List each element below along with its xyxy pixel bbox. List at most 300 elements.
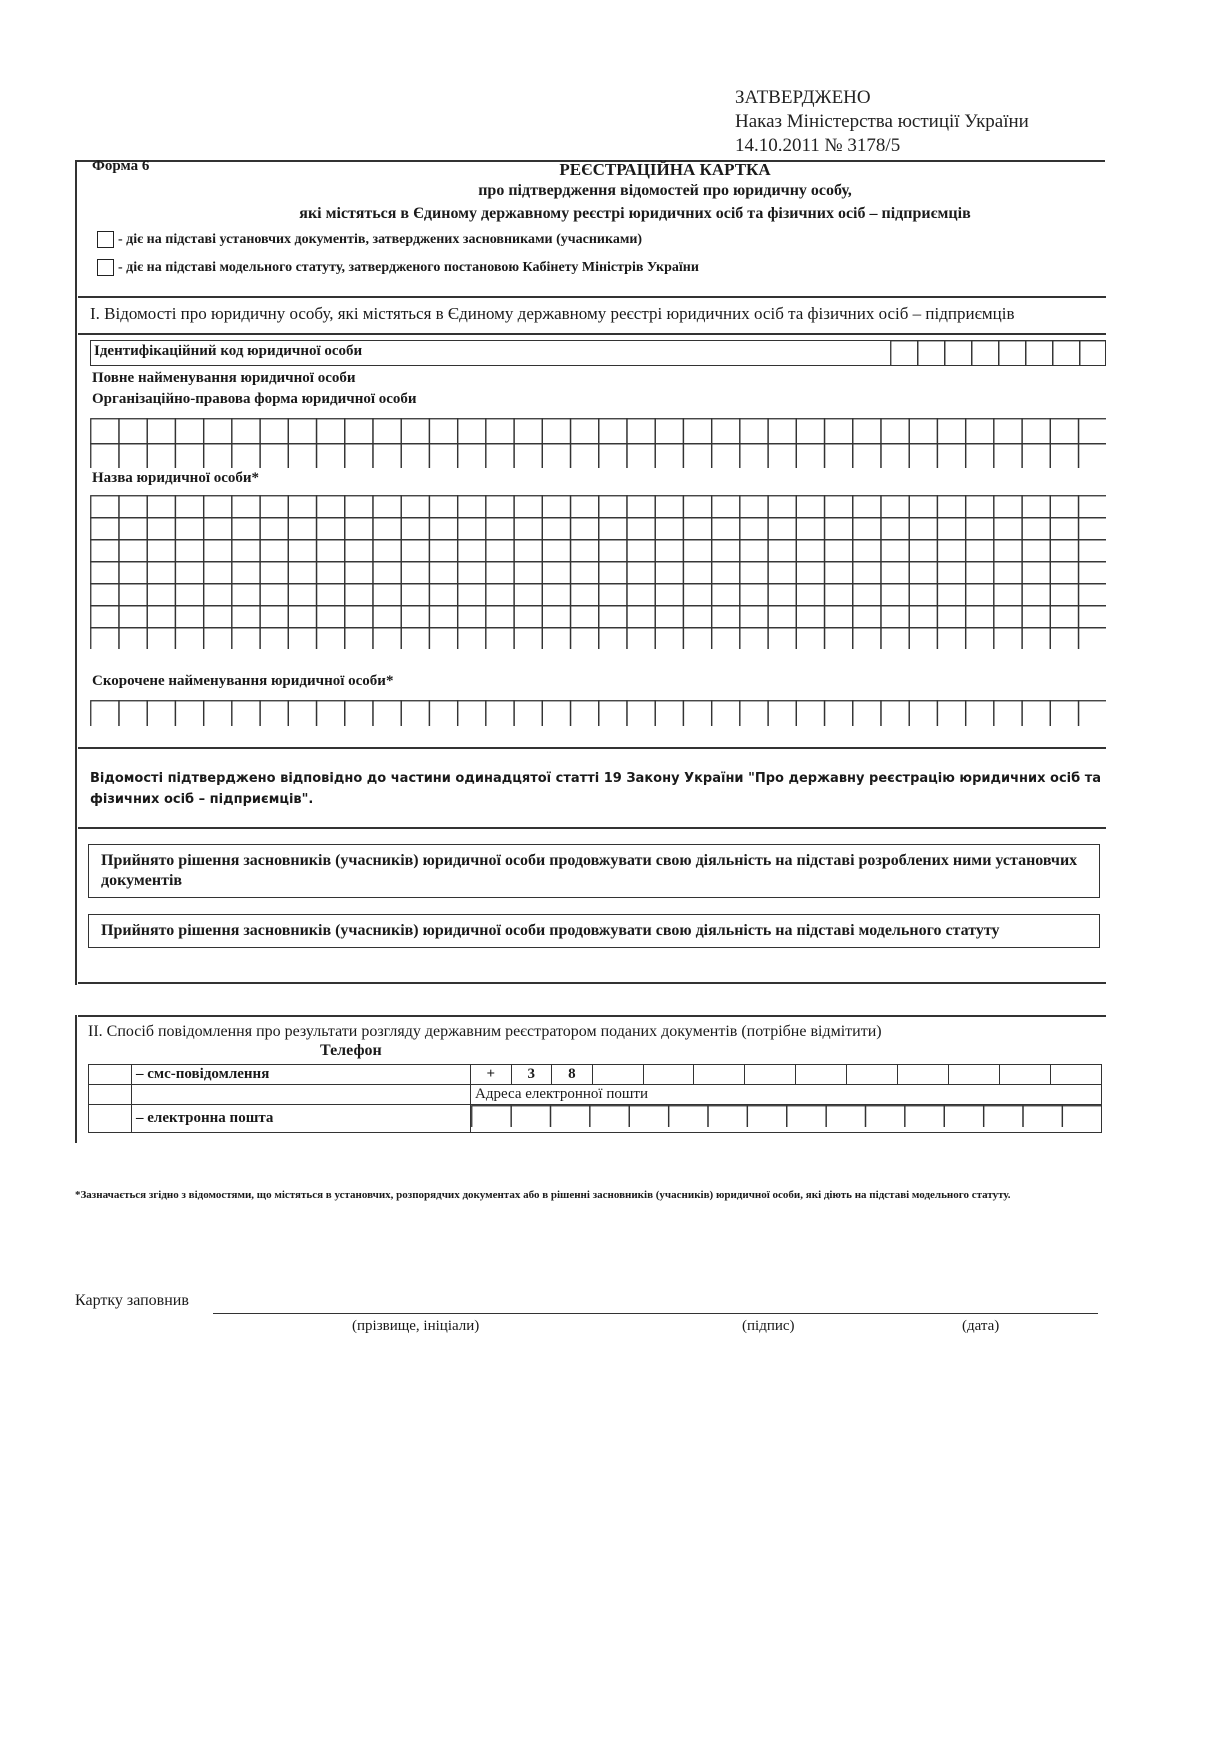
grid-cell[interactable] — [826, 1106, 865, 1127]
grid-cell[interactable] — [373, 562, 401, 584]
grid-cell[interactable] — [683, 540, 711, 562]
grid-cell[interactable] — [204, 562, 232, 584]
grid-cell[interactable] — [232, 444, 260, 468]
grid-cell[interactable] — [486, 540, 514, 562]
email-grid-cell[interactable] — [471, 1105, 1102, 1133]
grid-cell[interactable] — [429, 606, 457, 628]
grid-cell[interactable] — [401, 419, 429, 444]
legal-form-grid[interactable] — [90, 418, 1106, 468]
grid-cell[interactable] — [590, 1106, 629, 1127]
short-name-grid[interactable] — [90, 700, 1106, 726]
grid-cell[interactable] — [994, 606, 1022, 628]
grid-cell[interactable] — [260, 628, 288, 649]
grid-cell[interactable] — [401, 496, 429, 518]
grid-cell[interactable] — [966, 518, 994, 540]
grid-cell[interactable] — [881, 562, 909, 584]
grid-cell[interactable] — [1022, 628, 1050, 649]
grid-cell[interactable] — [937, 540, 965, 562]
grid-cell[interactable] — [317, 628, 345, 649]
grid-cell[interactable] — [881, 444, 909, 468]
grid-cell[interactable] — [204, 701, 232, 726]
phone-cell[interactable] — [796, 1065, 847, 1085]
phone-cell[interactable] — [694, 1065, 745, 1085]
grid-cell[interactable] — [260, 562, 288, 584]
grid-cell[interactable] — [909, 628, 937, 649]
grid-cell[interactable] — [627, 419, 655, 444]
grid-cell[interactable] — [1022, 518, 1050, 540]
phone-cell[interactable] — [999, 1065, 1050, 1085]
grid-cell[interactable] — [373, 496, 401, 518]
grid-cell[interactable] — [119, 496, 147, 518]
grid-cell[interactable] — [853, 496, 881, 518]
grid-cell[interactable] — [232, 562, 260, 584]
grid-cell[interactable] — [1022, 584, 1050, 606]
grid-cell[interactable] — [429, 584, 457, 606]
grid-cell[interactable] — [768, 606, 796, 628]
grid-cell[interactable] — [599, 444, 627, 468]
grid-cell[interactable] — [999, 341, 1026, 366]
grid-cell[interactable] — [317, 606, 345, 628]
grid-cell[interactable] — [486, 701, 514, 726]
grid-cell[interactable] — [712, 419, 740, 444]
grid-cell[interactable] — [204, 444, 232, 468]
grid-cell[interactable] — [288, 419, 316, 444]
grid-cell[interactable] — [655, 419, 683, 444]
grid-cell[interactable] — [514, 496, 542, 518]
grid-cell[interactable] — [944, 1106, 983, 1127]
grid-cell[interactable] — [712, 562, 740, 584]
grid-cell[interactable] — [571, 584, 599, 606]
grid-cell[interactable] — [317, 518, 345, 540]
grid-cell[interactable] — [91, 496, 119, 518]
grid-cell[interactable] — [175, 606, 203, 628]
grid-cell[interactable] — [260, 606, 288, 628]
grid-cell[interactable] — [458, 562, 486, 584]
grid-cell[interactable] — [373, 540, 401, 562]
decision-model-statute[interactable] — [88, 914, 1100, 948]
grid-cell[interactable] — [712, 518, 740, 540]
grid-cell[interactable] — [1050, 562, 1078, 584]
grid-cell[interactable] — [401, 584, 429, 606]
grid-cell[interactable] — [768, 518, 796, 540]
grid-cell[interactable] — [1079, 606, 1106, 628]
grid-cell[interactable] — [204, 584, 232, 606]
grid-cell[interactable] — [909, 444, 937, 468]
grid-cell[interactable] — [429, 562, 457, 584]
grid-cell[interactable] — [317, 584, 345, 606]
grid-cell[interactable] — [345, 540, 373, 562]
grid-cell[interactable] — [458, 540, 486, 562]
grid-cell[interactable] — [1050, 540, 1078, 562]
grid-cell[interactable] — [966, 419, 994, 444]
grid-cell[interactable] — [740, 496, 768, 518]
grid-cell[interactable] — [1053, 341, 1080, 366]
grid-cell[interactable] — [401, 606, 429, 628]
grid-cell[interactable] — [551, 1106, 590, 1127]
grid-cell[interactable] — [147, 562, 175, 584]
grid-cell[interactable] — [91, 628, 119, 649]
grid-cell[interactable] — [966, 496, 994, 518]
grid-cell[interactable] — [825, 606, 853, 628]
grid-cell[interactable] — [768, 444, 796, 468]
grid-cell[interactable] — [796, 496, 824, 518]
grid-cell[interactable] — [853, 628, 881, 649]
grid-cell[interactable] — [825, 540, 853, 562]
grid-cell[interactable] — [1062, 1106, 1101, 1127]
grid-cell[interactable] — [175, 701, 203, 726]
decision-founders-documents[interactable] — [88, 844, 1100, 898]
grid-cell[interactable] — [655, 701, 683, 726]
grid-cell[interactable] — [712, 496, 740, 518]
grid-cell[interactable] — [288, 606, 316, 628]
grid-cell[interactable] — [511, 1106, 550, 1127]
grid-cell[interactable] — [683, 444, 711, 468]
grid-cell[interactable] — [119, 444, 147, 468]
grid-cell[interactable] — [91, 518, 119, 540]
grid-cell[interactable] — [796, 584, 824, 606]
grid-cell[interactable] — [796, 628, 824, 649]
grid-cell[interactable] — [853, 701, 881, 726]
grid-cell[interactable] — [204, 518, 232, 540]
grid-cell[interactable] — [937, 444, 965, 468]
grid-cell[interactable] — [909, 540, 937, 562]
option-model-statute[interactable] — [97, 259, 699, 276]
grid-cell[interactable] — [514, 701, 542, 726]
grid-cell[interactable] — [514, 419, 542, 444]
grid-cell[interactable] — [345, 628, 373, 649]
grid-cell[interactable] — [486, 419, 514, 444]
grid-cell[interactable] — [401, 518, 429, 540]
grid-cell[interactable] — [909, 701, 937, 726]
grid-cell[interactable] — [853, 606, 881, 628]
grid-cell[interactable] — [1079, 562, 1106, 584]
grid-cell[interactable] — [175, 584, 203, 606]
grid-cell[interactable] — [966, 584, 994, 606]
grid-cell[interactable] — [881, 606, 909, 628]
grid-cell[interactable] — [175, 562, 203, 584]
grid-cell[interactable] — [542, 628, 570, 649]
grid-cell[interactable] — [429, 496, 457, 518]
grid-cell[interactable] — [1050, 518, 1078, 540]
grid-cell[interactable] — [317, 701, 345, 726]
grid-cell[interactable] — [909, 562, 937, 584]
grid-cell[interactable] — [288, 496, 316, 518]
grid-cell[interactable] — [994, 496, 1022, 518]
grid-cell[interactable] — [91, 444, 119, 468]
grid-cell[interactable] — [345, 701, 373, 726]
grid-cell[interactable] — [972, 341, 999, 366]
grid-cell[interactable] — [825, 444, 853, 468]
grid-cell[interactable] — [881, 518, 909, 540]
grid-cell[interactable] — [1022, 444, 1050, 468]
grid-cell[interactable] — [458, 701, 486, 726]
grid-cell[interactable] — [175, 496, 203, 518]
grid-cell[interactable] — [514, 584, 542, 606]
grid-cell[interactable] — [260, 540, 288, 562]
grid-cell[interactable] — [486, 628, 514, 649]
grid-cell[interactable] — [345, 606, 373, 628]
grid-cell[interactable] — [175, 444, 203, 468]
grid-cell[interactable] — [747, 1106, 786, 1127]
grid-cell[interactable] — [853, 419, 881, 444]
grid-cell[interactable] — [514, 562, 542, 584]
grid-cell[interactable] — [683, 606, 711, 628]
grid-cell[interactable] — [909, 606, 937, 628]
grid-cell[interactable] — [599, 419, 627, 444]
grid-cell[interactable] — [655, 518, 683, 540]
grid-cell[interactable] — [740, 562, 768, 584]
grid-cell[interactable] — [571, 444, 599, 468]
grid-cell[interactable] — [891, 341, 918, 366]
grid-cell[interactable] — [683, 518, 711, 540]
grid-cell[interactable] — [147, 444, 175, 468]
grid-cell[interactable] — [373, 584, 401, 606]
grid-cell[interactable] — [542, 562, 570, 584]
grid-cell[interactable] — [542, 419, 570, 444]
grid-cell[interactable] — [91, 562, 119, 584]
grid-cell[interactable] — [655, 444, 683, 468]
grid-cell[interactable] — [881, 628, 909, 649]
grid-cell[interactable] — [627, 606, 655, 628]
grid-cell[interactable] — [712, 606, 740, 628]
grid-cell[interactable] — [571, 562, 599, 584]
phone-cell[interactable] — [745, 1065, 796, 1085]
grid-cell[interactable] — [796, 540, 824, 562]
grid-cell[interactable] — [147, 701, 175, 726]
grid-cell[interactable] — [571, 419, 599, 444]
grid-cell[interactable] — [1022, 496, 1050, 518]
grid-cell[interactable] — [119, 562, 147, 584]
phone-cell[interactable] — [898, 1065, 949, 1085]
grid-cell[interactable] — [232, 584, 260, 606]
grid-cell[interactable] — [937, 606, 965, 628]
grid-cell[interactable] — [627, 540, 655, 562]
grid-cell[interactable] — [909, 496, 937, 518]
grid-cell[interactable] — [683, 628, 711, 649]
grid-cell[interactable] — [740, 606, 768, 628]
grid-cell[interactable] — [655, 584, 683, 606]
grid-cell[interactable] — [937, 584, 965, 606]
grid-cell[interactable] — [232, 540, 260, 562]
grid-cell[interactable] — [740, 518, 768, 540]
grid-cell[interactable] — [232, 419, 260, 444]
grid-cell[interactable] — [1050, 584, 1078, 606]
grid-cell[interactable] — [909, 419, 937, 444]
grid-cell[interactable] — [994, 701, 1022, 726]
grid-cell[interactable] — [909, 584, 937, 606]
grid-cell[interactable] — [853, 562, 881, 584]
grid-cell[interactable] — [740, 628, 768, 649]
grid-cell[interactable] — [472, 1106, 511, 1127]
grid-cell[interactable] — [373, 701, 401, 726]
grid-cell[interactable] — [345, 496, 373, 518]
grid-cell[interactable] — [514, 518, 542, 540]
grid-cell[interactable] — [486, 562, 514, 584]
grid-cell[interactable] — [147, 584, 175, 606]
grid-cell[interactable] — [994, 419, 1022, 444]
option-founders-documents[interactable] — [97, 231, 642, 248]
grid-cell[interactable] — [514, 606, 542, 628]
grid-cell[interactable] — [542, 584, 570, 606]
grid-cell[interactable] — [768, 419, 796, 444]
checkbox-icon[interactable] — [97, 259, 114, 276]
grid-cell[interactable] — [740, 584, 768, 606]
grid-cell[interactable] — [853, 584, 881, 606]
grid-cell[interactable] — [881, 540, 909, 562]
grid-cell[interactable] — [288, 628, 316, 649]
grid-cell[interactable] — [288, 518, 316, 540]
grid-cell[interactable] — [429, 518, 457, 540]
grid-cell[interactable] — [768, 701, 796, 726]
grid-cell[interactable] — [486, 444, 514, 468]
grid-cell[interactable] — [1080, 341, 1106, 366]
grid-cell[interactable] — [401, 444, 429, 468]
grid-cell[interactable] — [317, 444, 345, 468]
grid-cell[interactable] — [994, 628, 1022, 649]
grid-cell[interactable] — [147, 606, 175, 628]
grid-cell[interactable] — [712, 584, 740, 606]
grid-cell[interactable] — [260, 496, 288, 518]
grid-cell[interactable] — [288, 584, 316, 606]
grid-cell[interactable] — [937, 419, 965, 444]
grid-cell[interactable] — [708, 1106, 747, 1127]
grid-cell[interactable] — [147, 540, 175, 562]
grid-cell[interactable] — [796, 444, 824, 468]
grid-cell[interactable] — [627, 496, 655, 518]
grid-cell[interactable] — [853, 444, 881, 468]
grid-cell[interactable] — [91, 584, 119, 606]
grid-cell[interactable] — [1079, 518, 1106, 540]
grid-cell[interactable] — [937, 562, 965, 584]
grid-cell[interactable] — [683, 496, 711, 518]
grid-cell[interactable] — [937, 518, 965, 540]
grid-cell[interactable] — [712, 628, 740, 649]
grid-cell[interactable] — [119, 628, 147, 649]
grid-cell[interactable] — [909, 518, 937, 540]
grid-cell[interactable] — [1050, 701, 1078, 726]
grid-cell[interactable] — [232, 496, 260, 518]
grid-cell[interactable] — [486, 518, 514, 540]
checkbox-icon[interactable] — [97, 231, 114, 248]
grid-cell[interactable] — [627, 518, 655, 540]
grid-cell[interactable] — [1079, 628, 1106, 649]
grid-cell[interactable] — [147, 496, 175, 518]
grid-cell[interactable] — [373, 606, 401, 628]
grid-cell[interactable] — [373, 628, 401, 649]
phone-cell[interactable] — [1050, 1065, 1101, 1085]
grid-cell[interactable] — [542, 540, 570, 562]
grid-cell[interactable] — [571, 518, 599, 540]
grid-cell[interactable] — [571, 628, 599, 649]
grid-cell[interactable] — [401, 701, 429, 726]
grid-cell[interactable] — [1023, 1106, 1062, 1127]
grid-cell[interactable] — [401, 562, 429, 584]
grid-cell[interactable] — [825, 628, 853, 649]
grid-cell[interactable] — [514, 444, 542, 468]
grid-cell[interactable] — [317, 419, 345, 444]
email-checkbox[interactable] — [89, 1105, 132, 1133]
grid-cell[interactable] — [542, 606, 570, 628]
grid-cell[interactable] — [571, 540, 599, 562]
grid-cell[interactable] — [683, 419, 711, 444]
grid-cell[interactable] — [712, 701, 740, 726]
grid-cell[interactable] — [1050, 419, 1078, 444]
grid-cell[interactable] — [542, 496, 570, 518]
grid-cell[interactable] — [599, 606, 627, 628]
grid-cell[interactable] — [345, 584, 373, 606]
grid-cell[interactable] — [1079, 496, 1106, 518]
phone-cell[interactable] — [643, 1065, 694, 1085]
grid-cell[interactable] — [514, 540, 542, 562]
grid-cell[interactable] — [655, 628, 683, 649]
grid-cell[interactable] — [204, 606, 232, 628]
grid-cell[interactable] — [571, 496, 599, 518]
grid-cell[interactable] — [260, 419, 288, 444]
grid-cell[interactable] — [683, 701, 711, 726]
grid-cell[interactable] — [147, 518, 175, 540]
grid-cell[interactable] — [373, 518, 401, 540]
grid-cell[interactable] — [1022, 540, 1050, 562]
grid-cell[interactable] — [881, 419, 909, 444]
grid-cell[interactable] — [787, 1106, 826, 1127]
grid-cell[interactable] — [119, 584, 147, 606]
grid-cell[interactable] — [204, 628, 232, 649]
grid-cell[interactable] — [1050, 606, 1078, 628]
grid-cell[interactable] — [373, 419, 401, 444]
grid-cell[interactable] — [599, 518, 627, 540]
grid-cell[interactable] — [458, 518, 486, 540]
grid-cell[interactable] — [175, 419, 203, 444]
grid-cell[interactable] — [796, 562, 824, 584]
grid-cell[interactable] — [768, 562, 796, 584]
grid-cell[interactable] — [232, 628, 260, 649]
grid-cell[interactable] — [966, 444, 994, 468]
grid-cell[interactable] — [486, 584, 514, 606]
grid-cell[interactable] — [175, 628, 203, 649]
grid-cell[interactable] — [458, 606, 486, 628]
grid-cell[interactable] — [260, 444, 288, 468]
grid-cell[interactable] — [542, 701, 570, 726]
grid-cell[interactable] — [740, 701, 768, 726]
name-grid[interactable] — [90, 495, 1106, 649]
grid-cell[interactable] — [317, 540, 345, 562]
grid-cell[interactable] — [881, 496, 909, 518]
grid-cell[interactable] — [627, 562, 655, 584]
grid-cell[interactable] — [147, 628, 175, 649]
grid-cell[interactable] — [288, 562, 316, 584]
grid-cell[interactable] — [119, 419, 147, 444]
phone-cell[interactable] — [847, 1065, 898, 1085]
grid-cell[interactable] — [881, 701, 909, 726]
grid-cell[interactable] — [966, 606, 994, 628]
grid-cell[interactable] — [655, 540, 683, 562]
grid-cell[interactable] — [317, 562, 345, 584]
grid-cell[interactable] — [345, 419, 373, 444]
grid-cell[interactable] — [825, 419, 853, 444]
grid-cell[interactable] — [937, 628, 965, 649]
grid-cell[interactable] — [599, 540, 627, 562]
grid-cell[interactable] — [712, 540, 740, 562]
grid-cell[interactable] — [458, 444, 486, 468]
grid-cell[interactable] — [260, 584, 288, 606]
grid-cell[interactable] — [768, 584, 796, 606]
grid-cell[interactable] — [91, 606, 119, 628]
grid-cell[interactable] — [514, 628, 542, 649]
grid-cell[interactable] — [825, 584, 853, 606]
grid-cell[interactable] — [1079, 419, 1106, 444]
grid-cell[interactable] — [825, 701, 853, 726]
grid-cell[interactable] — [1050, 444, 1078, 468]
